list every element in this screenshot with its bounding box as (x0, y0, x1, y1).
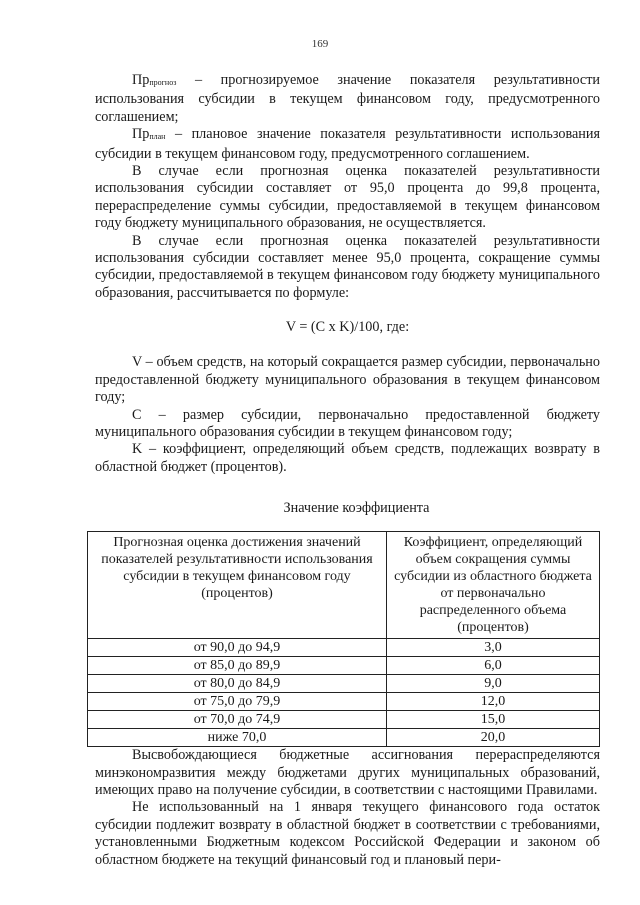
document-body (95, 72, 600, 869)
definition-plan: $Пр_{план}$ – плановое значение показателя результативности использования субсидии в текущем финансовом году, предусмотренного соглашением. (95, 126, 600, 162)
table-header-row (88, 532, 600, 639)
definition-k: K – коэффициент, определяющий объем средств, подлежащих возврату в областной бюджет (процентов). (95, 441, 600, 475)
coef-cell: 12,0 (387, 693, 600, 711)
range-cell: ниже 70,0 (88, 729, 387, 747)
table-row (88, 639, 600, 657)
page-number: 169 (311, 38, 329, 50)
header-coefficient: Коэффициент, определяющий объем сокращения суммы субсидии из областного бюджета от первоначально распределенного объема (процентов) (387, 532, 600, 639)
coefficient-table (87, 531, 600, 747)
definition-v: V – объем средств, на который сокращается размер субсидии, первоначально предоставленной бюджету муниципального образования в текущем финансовом году; (95, 354, 600, 406)
paragraph-return: Не использованный на 1 января текущего финансового года остаток субсидии подлежит возврату в областной бюджет в соответствии с требованиями, установленными Бюджетным кодексом Российской Федерации и законом об областном бюджете на текущий финансовый год и плановый пери- (95, 799, 600, 868)
range-cell: от 75,0 до 79,9 (88, 693, 387, 711)
coef-cell: 20,0 (387, 729, 600, 747)
range-cell: от 80,0 до 84,9 (88, 675, 387, 693)
paragraph-reallocation: Высвобождающиеся бюджетные ассигнования перераспределяются минэкономразвития между бюджетами других муниципальных образований, имеющих право на получение субсидии, в соответствии с настоящими Правилами. (95, 747, 600, 798)
coef-cell: 6,0 (387, 657, 600, 675)
paragraph-case-1: В случае если прогнозная оценка показателей результативности использования субсидии составляет от 95,0 процента до 99,8 процента, перераспределение суммы субсидии, предоставляемой в текущем финансовом году бюджету муниципального образования, не осуществляется. (95, 163, 600, 232)
range-cell: от 90,0 до 94,9 (88, 639, 387, 657)
table-row (88, 657, 600, 675)
range-cell: от 70,0 до 74,9 (88, 711, 387, 729)
table-row (88, 693, 600, 711)
definition-c: C – размер субсидии, первоначально предоставленной бюджету муниципального образования субсидии в текущем финансовом году; (95, 406, 600, 440)
header-forecast: Прогнозная оценка достижения значений показателей результативности использования субсидии в текущем финансовом году (процентов) (88, 532, 387, 639)
coef-cell: 15,0 (387, 711, 600, 729)
range-cell: от 85,0 до 89,9 (88, 657, 387, 675)
table-row (88, 675, 600, 693)
table-title: Значение коэффициента (283, 500, 430, 517)
definition-forecast: $Пр_{прогноз}$ – прогнозируемое значение показателя результативности использования субсидии в текущем финансовом году, предусмотренного соглашением; (95, 72, 600, 125)
coef-cell: 3,0 (387, 639, 600, 657)
coef-cell: 9,0 (387, 675, 600, 693)
table-row (88, 711, 600, 729)
paragraph-case-2: В случае если прогнозная оценка показателей результативности использования субсидии составляет менее 95,0 процента, сокращение суммы субсидии, предоставляемой в текущем финансовом году бюджету муниципального образования, рассчитывается по формуле: (95, 232, 600, 301)
table-row (88, 729, 600, 747)
formula: V = (C x K)/100, где: (285, 319, 410, 336)
